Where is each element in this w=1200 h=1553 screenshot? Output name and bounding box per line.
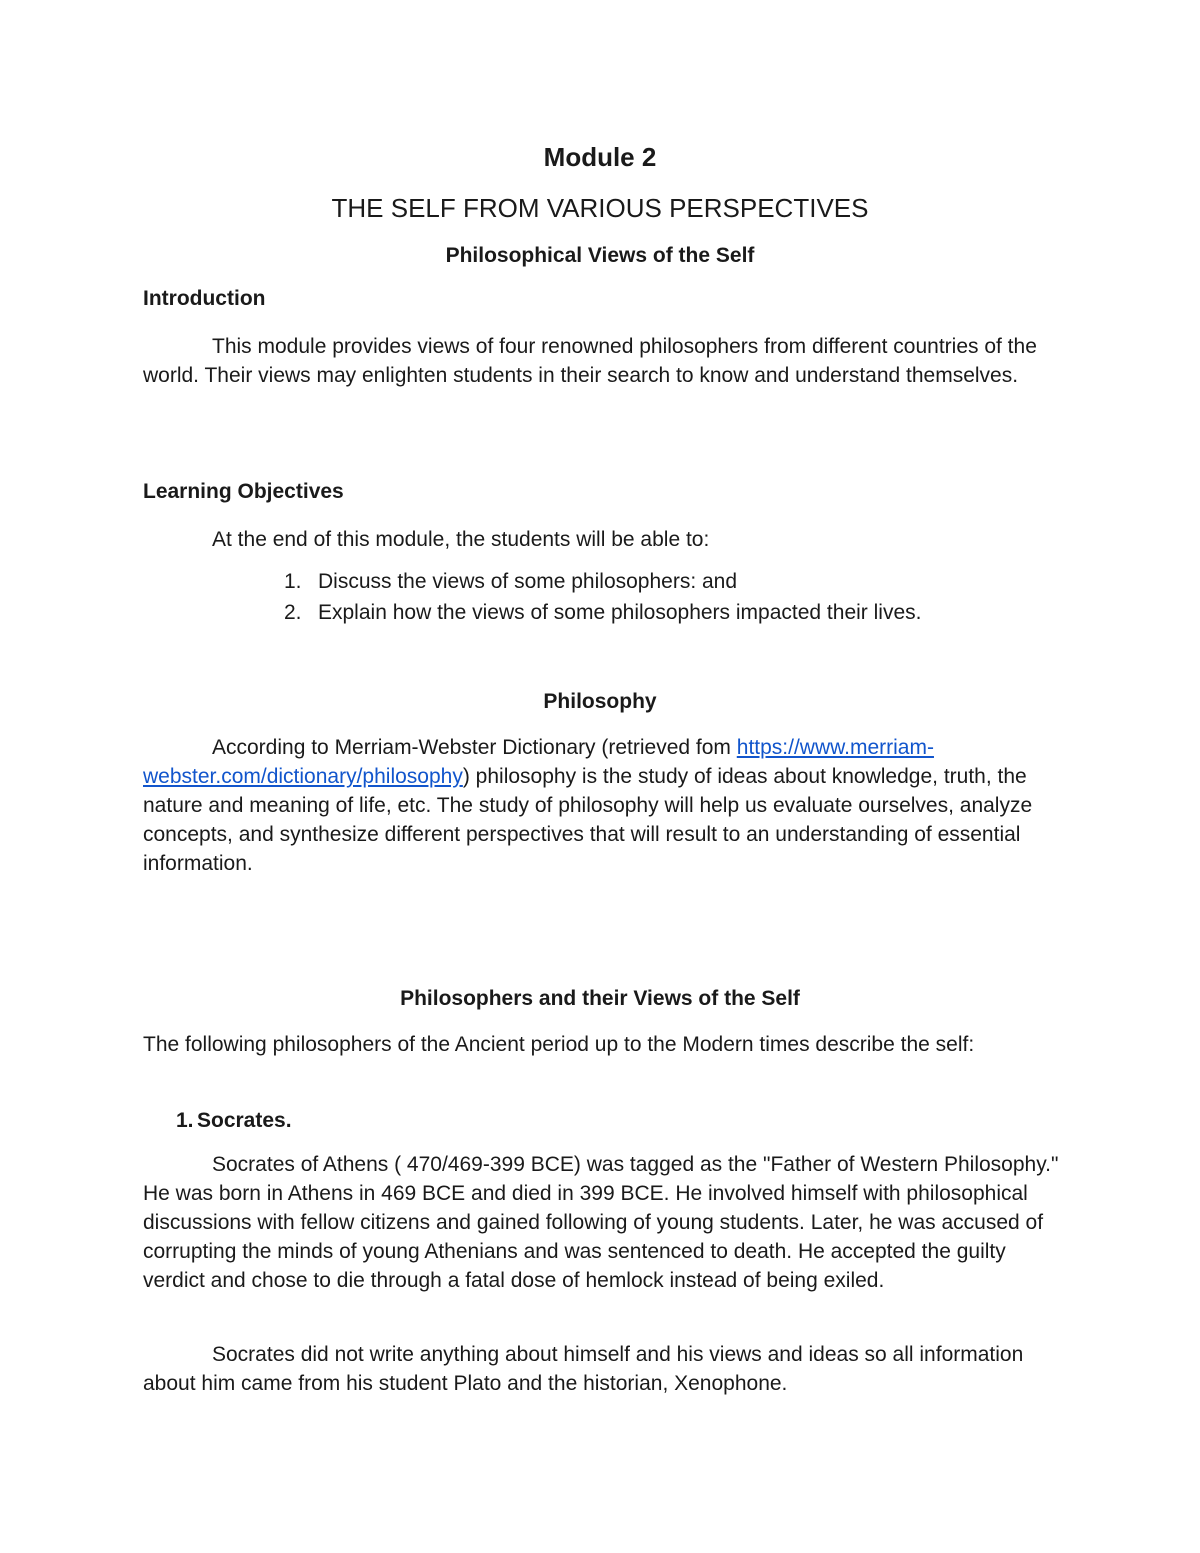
section-title: Philosophical Views of the Self <box>445 244 755 267</box>
philosophers-heading: Philosophers and their Views of the Self <box>400 987 800 1010</box>
objectives-heading: Learning Objectives <box>143 480 344 503</box>
list-item-text: Explain how the views of some philosophers impacted their lives. <box>318 601 922 624</box>
socrates-paragraph-1: Socrates of Athens ( 470/469-399 BCE) was tagged as the "Father of Western Philosophy." He was born in Athens in 469 BCE and died in 399 BCE. He involved himself with philosophical discussions with fellow citizens and gained following of young students. Later, he was accused of corrupting the minds of young Athenians and was sentenced to death. He accepted the guilty verdict and chose to die through a fatal dose of hemlock instead of being exiled. <box>143 1153 1059 1292</box>
merriam-webster-link[interactable]: https://www.merriam-webster.com/dictionary/philosophy <box>143 736 934 788</box>
module-title: Module 2 <box>543 142 657 172</box>
socrates-paragraph-2: Socrates did not write anything about himself and his views and ideas so all information about him came from his student Plato and the historian, Xenophone. <box>143 1343 1024 1395</box>
philosophy-text-before-link: According to Merriam-Webster Dictionary (retrieved fom <box>212 736 737 759</box>
introduction-heading: Introduction <box>143 287 266 310</box>
list-number: 2. <box>284 601 302 624</box>
main-title: THE SELF FROM VARIOUS PERSPECTIVES <box>331 193 869 223</box>
philosophy-text-after-link: ) philosophy is the study of ideas about knowledge, truth, the nature and meaning of life, etc. The study of philosophy will help us evaluate ourselves, analyze concepts, and synthesize different perspectives that will result to an understanding of essential information. <box>143 765 1033 875</box>
philosophy-body <box>143 733 1063 878</box>
introduction-body: This module provides views of four renowned philosophers from different countries of the world. Their views may enlighten students in their search to know and understand themselves. <box>143 335 1037 387</box>
objectives-lead: At the end of this module, the students will be able to: <box>212 528 710 551</box>
list-number: 1. <box>284 570 302 593</box>
philosophy-heading: Philosophy <box>543 690 657 713</box>
philosophers-intro: The following philosophers of the Ancient period up to the Modern times describe the self: <box>143 1033 975 1056</box>
list-item-text: Discuss the views of some philosophers: and <box>318 570 738 593</box>
list-number: 1. <box>176 1109 194 1132</box>
philosopher-name: Socrates. <box>197 1109 292 1132</box>
